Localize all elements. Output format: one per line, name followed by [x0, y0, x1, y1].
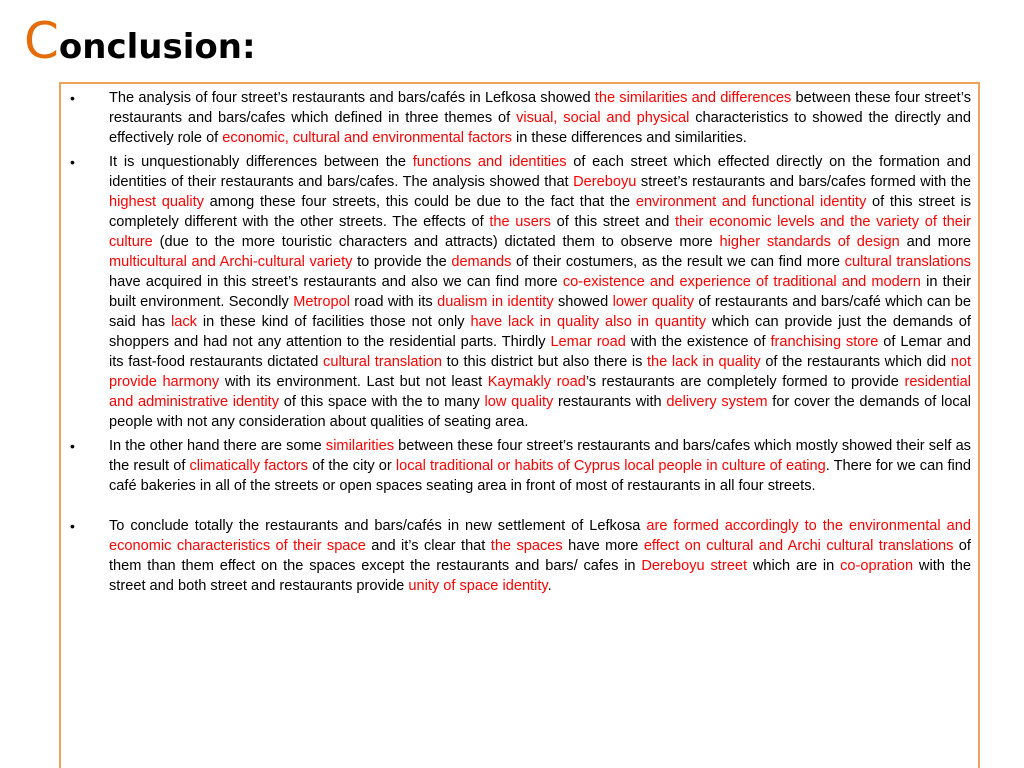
highlighted-phrase: functions and identities — [412, 154, 567, 170]
slide-title — [24, 12, 256, 70]
bullet-item — [63, 436, 971, 496]
highlighted-phrase: low quality — [484, 394, 554, 410]
text-segment: of the restaurants which did — [760, 354, 951, 370]
text-segment: which can provide just the demands of shoppers and had not any attention to the residential parts. Thirdly — [109, 314, 971, 350]
text-segment: restaurants with — [553, 394, 667, 410]
highlighted-phrase: their economic levels and the variety of their culture — [109, 214, 971, 250]
text-segment: among these four streets, this could be due to the fact that the — [203, 194, 636, 210]
highlighted-phrase: unity of space identity — [408, 578, 548, 594]
highlighted-phrase: effect on cultural and Archi cultural translations — [643, 538, 954, 554]
highlighted-phrase: the spaces — [490, 538, 563, 554]
text-segment: road with its — [349, 294, 438, 310]
highlighted-phrase: multicultural and Archi-cultural variety — [109, 254, 353, 270]
text-segment: (due to the more touristic characters and attracts) dictated them to observe more — [152, 234, 720, 250]
text-segment: to provide the — [352, 254, 452, 270]
highlighted-phrase: the similarities and differences — [594, 90, 792, 106]
highlighted-phrase: the users — [489, 214, 551, 230]
text-segment: of this street and — [550, 214, 676, 230]
highlighted-phrase: Kaymakly road — [487, 374, 586, 390]
bullet-dot: • — [70, 518, 75, 534]
text-segment: of each street which effected directly on the formation and identities of their restaurants and bars/cafes. The analysis showed that — [109, 154, 972, 190]
highlighted-phrase: have lack in quality also in quantity — [470, 314, 707, 330]
text-segment: and it’s clear that — [365, 538, 491, 554]
text-segment: In the other hand there are some — [109, 438, 326, 454]
text-segment: with the existence of — [625, 334, 771, 350]
text-segment: for cover the demands of local people with not any consideration about qualities of seating area. — [109, 394, 972, 430]
text-segment: in these differences and similarities. — [511, 130, 747, 146]
bullet-item — [63, 88, 971, 148]
bullet-dot: • — [70, 438, 75, 454]
text-segment: of them than them effect on the spaces except the restaurants and bars/ cafes in — [109, 538, 971, 574]
highlighted-phrase: delivery system — [666, 394, 768, 410]
highlighted-phrase: franchising store — [770, 334, 879, 350]
text-segment: ’s restaurants are completely formed to provide — [585, 374, 905, 390]
text-segment: To conclude totally the restaurants and bars/cafés in new settlement of Lefkosa — [109, 518, 647, 534]
highlighted-phrase: cultural translation — [323, 354, 443, 370]
text-segment: street’s restaurants and bars/cafes formed with the — [636, 174, 971, 190]
highlighted-phrase: cultural translations — [844, 254, 971, 270]
highlighted-phrase: lower quality — [612, 294, 695, 310]
text-segment: have acquired in this street’s restaurants and also we can find more — [109, 274, 563, 290]
bullet-dot: • — [70, 154, 75, 170]
title-colon: : — [241, 27, 256, 67]
text-segment: of Lemar and its fast-food restaurants dictated — [109, 334, 971, 370]
highlighted-phrase: higher standards of design — [719, 234, 900, 250]
bullet-dot: • — [70, 90, 75, 106]
text-segment: . — [547, 578, 552, 594]
highlighted-phrase: Metropol — [293, 294, 350, 310]
highlighted-phrase: are formed accordingly to the environmental and economic characteristics of their space — [109, 518, 971, 554]
text-segment: between these four street’s restaurants and bars/cafes which defined in three themes of — [109, 90, 971, 126]
text-segment: of this space with the to many — [279, 394, 485, 410]
highlighted-phrase: highest quality — [109, 194, 204, 210]
highlighted-phrase: lack — [171, 314, 197, 330]
highlighted-phrase: demands — [451, 254, 512, 270]
text-segment: with the street and both street and restaurants provide — [109, 558, 971, 594]
highlighted-phrase: environment and functional identity — [635, 194, 867, 210]
title-rest: onclusion — [58, 27, 242, 67]
bullet-item — [63, 516, 971, 596]
highlighted-phrase: Lemar road — [550, 334, 626, 350]
highlighted-phrase: co-existence and experience of traditional and modern — [562, 274, 921, 290]
text-segment: with its environment. Last but not least — [219, 374, 488, 390]
highlighted-phrase: Dereboyu — [573, 174, 637, 190]
text-segment: to this district but also there is — [442, 354, 647, 370]
highlighted-phrase: the lack in quality — [647, 354, 761, 370]
highlighted-phrase: Dereboyu street — [641, 558, 747, 574]
highlighted-phrase: climatically factors — [189, 458, 308, 474]
highlighted-phrase: similarities — [325, 438, 394, 454]
text-segment: The analysis of four street’s restaurants and bars/cafés in Lefkosa showed — [109, 90, 595, 106]
highlighted-phrase: local traditional or habits of Cyprus local people in culture of eating — [395, 458, 826, 474]
text-segment: characteristics to showed the directly and effectively role of — [109, 110, 971, 146]
highlighted-phrase: not provide harmony — [109, 354, 972, 390]
text-segment: and more — [899, 234, 971, 250]
highlighted-phrase: residential and administrative identity — [109, 374, 971, 410]
text-segment: in their built environment. Secondly — [109, 274, 972, 310]
text-segment: have more — [562, 538, 644, 554]
text-segment: It is unquestionably differences between the — [109, 154, 413, 170]
text-segment: between these four street’s restaurants and bars/cafes which mostly showed their self as the result of — [109, 438, 971, 474]
text-segment: which are in — [747, 558, 841, 574]
highlighted-phrase: economic, cultural and environmental factors — [222, 130, 512, 146]
text-segment: of restaurants and bars/café which can be said has — [109, 294, 972, 330]
bullet-item — [63, 152, 971, 432]
text-segment: . There for we can find café bakeries in all of the streets or open spaces seating area in front of most of restaurants in all four streets. — [109, 458, 971, 494]
text-segment: of their costumers, as the result we can find more — [511, 254, 845, 270]
highlighted-phrase: dualism in identity — [437, 294, 554, 310]
text-segment: of this street is completely different with the other streets. The effects of — [109, 194, 972, 230]
highlighted-phrase: visual, social and physical — [516, 110, 690, 126]
bullet-list — [63, 88, 971, 600]
text-segment: showed — [553, 294, 613, 310]
highlighted-phrase: co-opration — [840, 558, 914, 574]
title-initial: C — [24, 12, 59, 70]
text-segment: of the city or — [307, 458, 396, 474]
text-segment: in these kind of facilities those not only — [196, 314, 471, 330]
